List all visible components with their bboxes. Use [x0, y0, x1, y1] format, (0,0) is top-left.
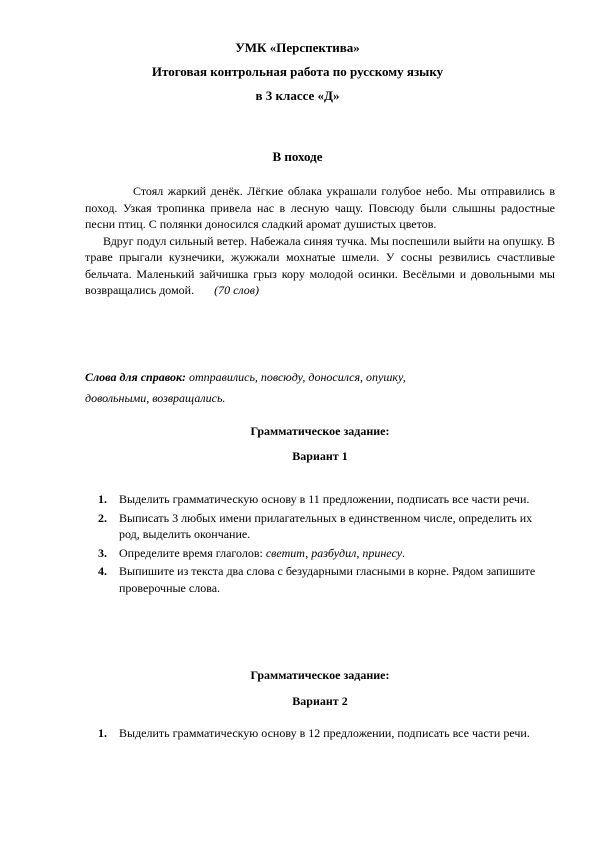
reference-words-line2: довольными, возвращались.: [85, 391, 226, 405]
variant1-heading: Грамматическое задание:: [250, 424, 390, 438]
task-number: 4.: [98, 564, 107, 578]
task-number: 1.: [98, 492, 107, 506]
header-class: в 3 классе «Д»: [255, 88, 340, 103]
task-text-tail: .: [402, 545, 406, 560]
list-item: [98, 563, 548, 596]
list-item: [98, 725, 548, 742]
task-text: Выписать 3 любых имени прилагательных в единственном числе, определить их род, выделить окончание.: [119, 510, 533, 541]
reference-words-label: Слова для справок:: [85, 370, 187, 384]
task-text: Определите время глаголов:: [119, 545, 266, 560]
variant2-subheading: Вариант 2: [292, 694, 348, 708]
variant1-subheading: Вариант 1: [292, 449, 348, 463]
story-text: [85, 183, 555, 299]
task-text: Выделить грамматическую основу в 11 предложении, подписать все части речи.: [119, 492, 530, 506]
list-item: [98, 510, 548, 543]
word-count: (70 слов): [214, 283, 259, 297]
reference-words: [85, 367, 555, 409]
story-paragraph-1: Стоял жаркий денёк. Лёгкие облака украшали голубое небо. Мы отправились в поход. Узкая тропинка привела нас в лесную чащу. Повсюду были слышны радостные песни птиц. С полянки доносился сладкий аромат душистых цветов.: [85, 184, 555, 231]
variant2-task-list: [98, 725, 548, 744]
list-item: [98, 545, 548, 562]
task-text: Выделить грамматическую основу в 12 предложении, подписать все части речи.: [119, 726, 530, 740]
story-title: В походе: [272, 149, 323, 164]
reference-words-line1: отправились, повсюду, доносился, опушку,: [186, 370, 406, 384]
variant1-task-list: [98, 491, 548, 598]
story-paragraph-2-text: Вдруг подул сильный ветер. Набежала синяя тучка. Мы поспешили выйти на опушку. В траве прыгали кузнечики, жужжали мохнатые шмели. У сосны резвились счастливые бельчата. Маленький зайчишка грыз кору молодой осинки. Весёлыми и довольными мы возвращались домой.: [85, 233, 555, 297]
task-number: 2.: [98, 510, 107, 525]
task-number: 1.: [98, 726, 107, 740]
task-text: Выпишите из текста два слова с безударными гласными в корне. Рядом запишите проверочные слова.: [119, 564, 536, 595]
header-title: Итоговая контрольная работа по русскому языку: [151, 64, 444, 79]
header-umk: УМК «Перспектива»: [235, 40, 360, 55]
list-item: [98, 491, 548, 508]
task-verbs: светит, разбудил, принесу: [265, 545, 403, 560]
story-paragraph-2: [85, 233, 555, 299]
task-number: 3.: [98, 545, 107, 560]
variant2-heading: Грамматическое задание:: [250, 668, 390, 682]
